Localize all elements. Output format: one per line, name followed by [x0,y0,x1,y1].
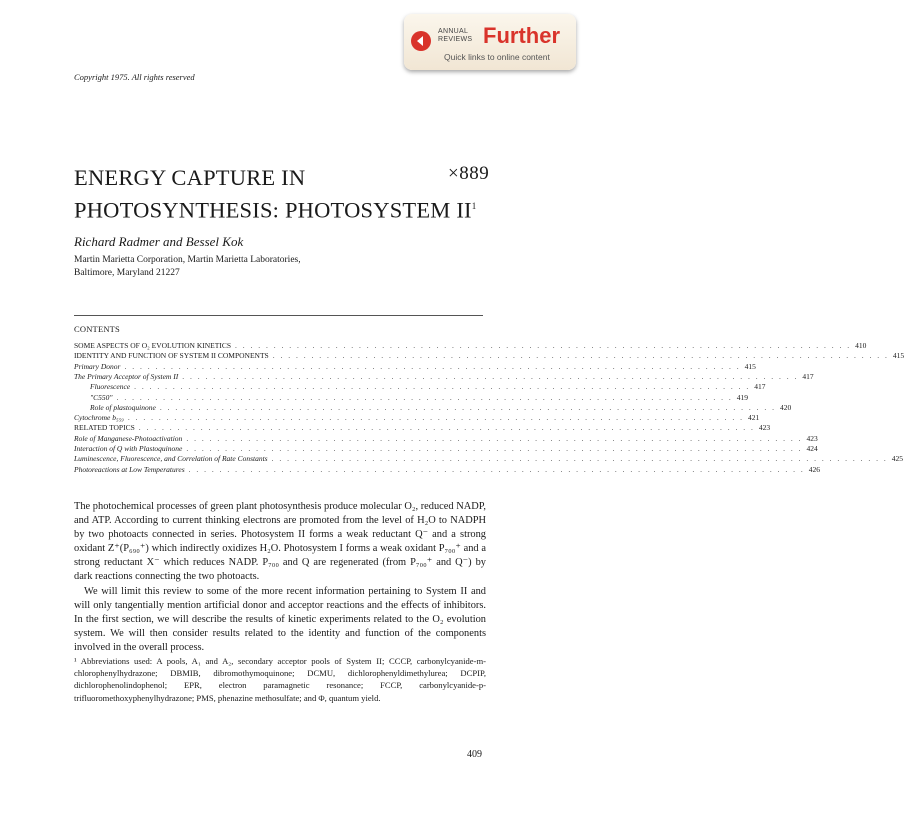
toc-page: 415 [892,351,904,361]
toc-leader-dots: . . . . . . . . . . . . . . . . . . . . . . . . . . . . . . . . . . . . . . . . . . . . . . . . . . . . . . . . . . . . . . . . . . . . . . . . . . . . . . . . [127,413,744,423]
toc-leader-dots: . . . . . . . . . . . . . . . . . . . . . . . . . . . . . . . . . . . . . . . . . . . . . . . . . . . . . . . . . . . . . . . . . . . . . . . . . . . . . . . . [235,341,852,350]
toc-leader-dots: . . . . . . . . . . . . . . . . . . . . . . . . . . . . . . . . . . . . . . . . . . . . . . . . . . . . . . . . . . . . . . . . . . . . . . . . . . . . . . . . [272,351,889,361]
body-paragraph-2: We will limit this review to some of the more recent information pertaining to System II and will only tangentially mention artificial donor and acceptor reactions and the effects of inhibitors. In the first section, we will describe the results of kinetic experiments related to the O₂ evolution system. We will then consider results related to the identity and function of the components involved in the overall process. [74,585,486,653]
toc-leader-dots: . . . . . . . . . . . . . . . . . . . . . . . . . . . . . . . . . . . . . . . . . . . . . . . . . . . . . . . . . . . . . . . . . . . . . . . . . . . . . . . . [116,392,733,402]
toc-row [74,351,904,361]
title-footnote-mark: 1 [471,201,477,211]
toc-row [74,402,792,413]
toc-page: 417 [754,382,766,392]
toc-label: Primary Donor [74,361,121,371]
divider [74,315,483,316]
play-arrow-icon [411,31,431,51]
toc-row [74,433,818,444]
toc-label: Luminescence, Fluorescence, and Correlation of Rate Constants [74,454,268,464]
toc-row [74,423,771,433]
affiliation-line2: Baltimore, Maryland 21227 [74,268,180,278]
toc-row [74,454,903,464]
toc-row [74,413,760,423]
further-links-badge[interactable] [404,14,576,70]
toc-page: 423 [758,423,771,433]
toc-label: Cytochrome b₅₅₉ [74,413,124,423]
toc-label: IDENTITY AND FUNCTION OF SYSTEM II COMPONENTS [74,351,269,361]
toc-row [74,361,756,372]
toc-row [74,444,818,454]
body-paragraph-1: The photochemical processes of green plant photosynthesis produce molecular O₂, reduced NADP, and ATP. According to current thinking electrons are promoted from the level of H₂O to NADPH by two photoacts connected in series. Photosystem II forms a weak reductant Q⁻ and a strong oxidant Z⁺(P₆₉₀⁺) which indirectly oxidizes H₂O. Photosystem I forms a weak oxidant P₇₀₀⁺ and a strong reductant X⁻ which reduces NADP. P₇₀₀ and Q are regenerated (from P₇₀₀⁺ and Q⁻) by dark reactions connecting the two photoacts. [74,501,486,583]
toc-page: 426 [808,464,821,474]
org-line2: REVIEWS [438,36,473,43]
toc-page: 423 [806,433,818,443]
toc-row [74,371,814,382]
toc-page: 415 [744,361,756,371]
toc-leader-dots: . . . . . . . . . . . . . . . . . . . . . . . . . . . . . . . . . . . . . . . . . . . . . . . . . . . . . . . . . . . . . . . . . . . . . . . . . . . . . . . . [186,433,803,443]
authors: Richard Radmer and Bessel Kok [74,234,244,249]
footnote: ¹ Abbreviations used: A pools, A₁ and A₂, secondary acceptor pools of System II; CCCP, carbonylcyanide-m-chlorophenylhydrazone; DBMIB, dibromothymoquinone; DCMU, dichlorophenyldimethylurea; DCPIP, dichlorophenolindophenol; EPR, electron paramagnetic resonance; FCCP, carbonylcyanide-p-trifluoromethoxyphenylhydrazone; PMS, phenazine methosulfate; and Φ, quantum yield. [74,656,486,703]
page-number: 409 [467,749,482,760]
title-line2 [74,192,476,225]
toc-label: Photoreactions at Low Temperatures [74,464,185,474]
article-title [74,163,476,225]
toc-page: 424 [806,444,818,453]
toc-leader-dots: . . . . . . . . . . . . . . . . . . . . . . . . . . . . . . . . . . . . . . . . . . . . . . . . . . . . . . . . . . . . . . . . . . . . . . . . . . . . . . . . [134,382,751,392]
toc-leader-dots: . . . . . . . . . . . . . . . . . . . . . . . . . . . . . . . . . . . . . . . . . . . . . . . . . . . . . . . . . . . . . . . . . . . . . . . . . . . . . . . . [159,402,776,412]
toc-label: Role of Manganese-Photoactivation [74,433,183,443]
toc-leader-dots: . . . . . . . . . . . . . . . . . . . . . . . . . . . . . . . . . . . . . . . . . . . . . . . . . . . . . . . . . . . . . . . . . . . . . . . . . . . . . . . . [124,361,741,371]
catalog-code: ×889 [448,163,490,184]
copyright-notice: Copyright 1975. All rights reserved [74,72,195,82]
quick-links-text: Quick links to online content [444,52,550,62]
toc-page: 421 [747,413,760,423]
toc-row [74,464,821,475]
toc-page: 420 [779,402,792,412]
toc-label: Interaction of Q with Plastoquinone [74,444,183,453]
toc-page: 419 [736,392,748,402]
toc-page: 410 [855,341,867,350]
toc-label: The Primary Acceptor of System II [74,371,179,381]
toc-leader-dots: . . . . . . . . . . . . . . . . . . . . . . . . . . . . . . . . . . . . . . . . . . . . . . . . . . . . . . . . . . . . . . . . . . . . . . . . . . . . . . . . [182,371,799,381]
toc-leader-dots: . . . . . . . . . . . . . . . . . . . . . . . . . . . . . . . . . . . . . . . . . . . . . . . . . . . . . . . . . . . . . . . . . . . . . . . . . . . . . . . . [188,464,805,474]
annual-reviews-logo [438,28,472,44]
toc-label: SOME ASPECTS OF O₂ EVOLUTION KINETICS [74,341,231,350]
affiliation-line1: Martin Marietta Corporation, Martin Marietta Laboratories, [74,255,301,265]
title-line2-text: PHOTOSYNTHESIS: PHOTOSYSTEM II [74,197,472,223]
org-line1: ANNUAL [438,28,469,35]
toc-leader-dots: . . . . . . . . . . . . . . . . . . . . . . . . . . . . . . . . . . . . . . . . . . . . . . . . . . . . . . . . . . . . . . . . . . . . . . . . . . . . . . . . [186,444,803,453]
toc-leader-dots: . . . . . . . . . . . . . . . . . . . . . . . . . . . . . . . . . . . . . . . . . . . . . . . . . . . . . . . . . . . . . . . . . . . . . . . . . . . . . . . . [138,423,755,433]
body-text [74,500,486,655]
toc-label: Fluorescence [90,382,131,392]
title-line1: ENERGY CAPTURE IN [74,165,306,190]
toc-label: "C550" [90,392,113,402]
toc-page: 425 [891,454,903,464]
toc-row [74,382,766,392]
toc-row [74,392,748,403]
toc-page: 417 [802,371,814,381]
affiliation [74,254,301,280]
further-label: Further [483,23,560,48]
toc-leader-dots: . . . . . . . . . . . . . . . . . . . . . . . . . . . . . . . . . . . . . . . . . . . . . . . . . . . . . . . . . . . . . . . . . . . . . . . . . . . . . . . . [271,454,888,464]
contents-heading: CONTENTS [74,324,120,334]
toc-label: RELATED TOPICS [74,423,135,433]
toc-row [74,341,867,351]
toc-label: Role of plastoquinone [90,402,156,412]
